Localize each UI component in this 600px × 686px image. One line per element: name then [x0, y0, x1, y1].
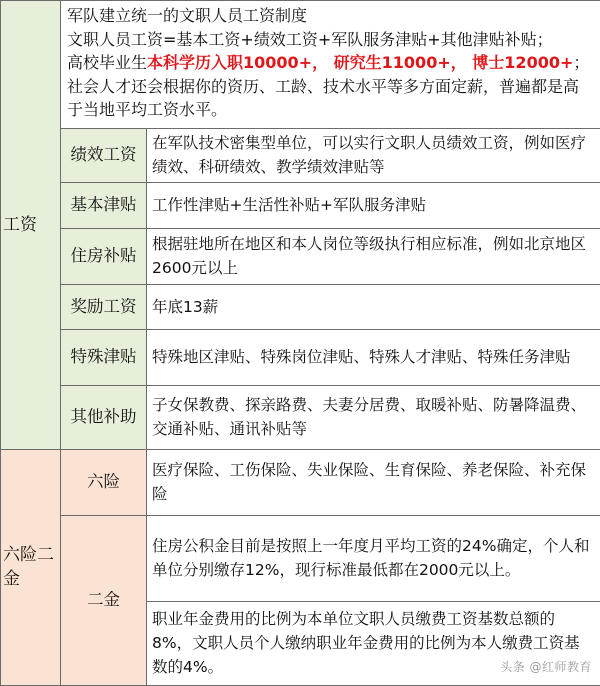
row-label-bonus: 奖励工资 [61, 284, 147, 329]
intro-line-3-suffix: ； [573, 53, 589, 72]
intro-line-3 [67, 51, 594, 75]
row-label-basic-allowance: 基本津贴 [61, 182, 147, 228]
intro-line-4: 社会人才还会根据你的资历、工龄、技术水平等多方面定薪，普遍都是高于当地平均工资水平。 [67, 75, 594, 122]
row-text-special-allowance: 特殊地区津贴、特殊岗位津贴、特殊人才津贴、特殊任务津贴 [147, 329, 600, 385]
row-text-basic-allowance: 工作性津贴+生活性补贴+军队服务津贴 [147, 182, 600, 228]
intro-line-3-prefix: 高校毕业生 [67, 53, 147, 72]
row-text-performance: 在军队技术密集型单位，可以实行文职人员绩效工资，例如医疗绩效、科研绩效、教学绩效津贴等 [147, 128, 600, 182]
row-text-housing-subsidy: 根据驻地所在地区和本人岗位等级执行相应标准，例如北京地区2600元以上 [147, 228, 600, 284]
intro-line-1: 军队建立统一的文职人员工资制度 [67, 4, 594, 28]
row-label-six-insurances: 六险 [61, 449, 147, 515]
intro-line-2: 文职人员工资=基本工资+绩效工资+军队服务津贴+其他津贴补贴； [67, 28, 594, 52]
annuity-text: 职业年金费用的比例为本单位文职人员缴费工资基数总额的8%，文职人员个人缴纳职业年金费用的比例为本人缴费工资基数的4%。 [152, 610, 580, 676]
row-label-housing-subsidy: 住房补贴 [61, 228, 147, 284]
graduate-salary-highlight: 本科学历入职10000+， 研究生11000+， 博士12000+ [147, 53, 573, 72]
category-insurance: 六险二金 [1, 449, 61, 685]
watermark: 头条 @红师教育 [500, 655, 592, 679]
row-label-other-subsidy: 其他补助 [61, 385, 147, 449]
row-text-bonus: 年底13薪 [147, 284, 600, 329]
row-text-six-insurances: 医疗保险、工伤保险、失业保险、生育保险、养老保险、补充保险 [147, 449, 600, 515]
category-wage: 工资 [1, 1, 61, 450]
row-text-other-subsidy: 子女保教费、探亲路费、夫妻分居费、取暖补贴、防暑降温费、交通补贴、通讯补贴等 [147, 385, 600, 449]
row-text-housing-fund: 住房公积金目前是按照上一年度月平均工资的24%确定，个人和单位分别缴存12%，现行标准最低都在2000元以上。 [147, 515, 600, 601]
wage-intro [61, 1, 600, 129]
row-label-special-allowance: 特殊津贴 [61, 329, 147, 385]
row-label-performance: 绩效工资 [61, 128, 147, 182]
row-text-annuity [147, 601, 600, 685]
row-label-two-funds: 二金 [61, 515, 147, 685]
